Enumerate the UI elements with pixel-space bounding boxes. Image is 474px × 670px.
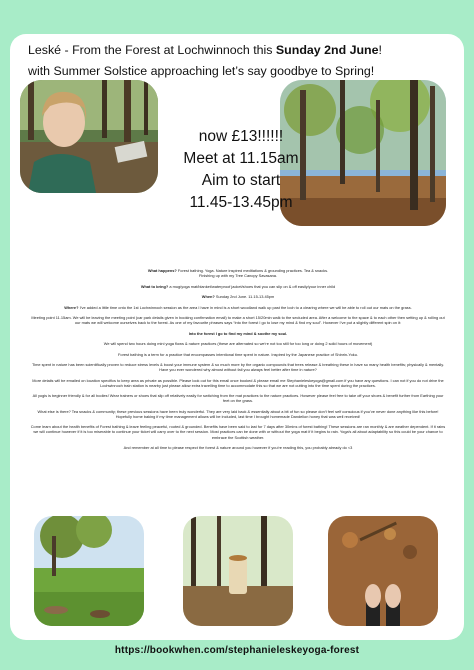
when-text: Sunday 2nd June. 11.15-13.45pm bbox=[215, 294, 275, 300]
quote-text: Into the forest I go to find my mind & soothe my soul. bbox=[188, 330, 288, 336]
all-yogis-paragraph: All yogis is beginner friendly & for all bodies! Wear trainers or shoes that slip off relatively easily for switching from the mat practices to the nature practices. However please feel free to take off your shoes & benefit further from Earthing your feet on the grass. bbox=[32, 393, 444, 404]
what-to-bring-paragraph bbox=[30, 284, 446, 289]
headline-date: Sunday 2nd June bbox=[275, 43, 379, 57]
what-to-bring-label: What to bring? bbox=[140, 283, 169, 289]
description-body bbox=[30, 268, 446, 456]
where-text: I’ve added a little time onto the 1st Lochwinnoch session as the area I have in mind is a short woodland walk up past the loch to a clearing where we will be able to roll out our mats on the grass. bbox=[79, 304, 412, 310]
remember-paragraph: And remember at all time to please respect the forest & nature around you however if you’re reading this, you probably already do <3 bbox=[123, 445, 353, 451]
price-text: now £13!!!!!! bbox=[198, 128, 284, 145]
tea-photo bbox=[183, 516, 293, 626]
instructor-photo bbox=[20, 80, 158, 193]
session-times: 11.45-13.45pm bbox=[189, 194, 293, 211]
more-details-paragraph: More details will be emailed on location specifics to keep area as private as possible. Please look out for this email once booked & please email me Stephanieleskeyoga@gmail.com if you have any questions. I can not if you do not drive the Lochwinnoch train station is nearby just please allow extra travelling time to accommodate this so that we are not cutting into the time spent during the practices. bbox=[32, 377, 444, 388]
where-label: Where? bbox=[64, 304, 79, 310]
feet-photo bbox=[328, 516, 438, 626]
what-to-bring-text: a mug/yoga mat/blanket/waterproof jacket/shoes that you can slip on & off easily/your inner child bbox=[169, 283, 336, 289]
headline-line-1-end: ! bbox=[378, 43, 382, 57]
aim-label: Aim to start bbox=[201, 172, 281, 189]
what-happens-finish: Finishing up with my Tree Canopy Savasana. bbox=[198, 273, 278, 279]
headline-line-1 bbox=[28, 40, 468, 61]
booking-link[interactable]: https://bookwhen.com/stephanieleskeyoga-forest bbox=[114, 645, 360, 656]
time-spent-paragraph: Time spent in nature has been scientifically proven to reduce stress levels & boost your immune system & so much more by the organic compounds that trees release & breathing these in have so many health benefits; physically & mentally. Have you ever wondered why almost without fail you always feel better after time in nature? bbox=[32, 362, 444, 373]
where-paragraph bbox=[30, 305, 446, 310]
quote-paragraph bbox=[30, 331, 446, 336]
headline-line-2: with Summer Solstice approaching let’s say goodbye to Spring! bbox=[28, 64, 375, 78]
what-happens-label: What happens? bbox=[147, 268, 177, 273]
what-else-paragraph: What else is there? Tea snacks & community; these previous sessions have been truly wonderful. They are very laid back & essentially about a bit of fun so please don’t feel self conscious if you’ve never done anything like this before! Hopefully home baking if my time management allows will be included, last time I brought homemade Dandelion honey that was well received! bbox=[37, 408, 439, 419]
two-hours-paragraph: We will spend two hours doing mini yoga flows & nature practices (these are alternated so we’re not too still for too long or doing 2 solid hours of movement) bbox=[103, 341, 373, 347]
forest-bathing-paragraph: Forest bathing is a term for a practice that encompasses intentional time spent in nature. Inspired by the Japanese practice of Shinrin-Yoku. bbox=[118, 351, 358, 357]
headline bbox=[28, 40, 468, 82]
meeting-point-paragraph: Meeting point 11.15am. We will be leaving the meeting point (car park details given in booking confirmation email) to make a short 15/20min walk to the secluded area. After a welcome to the space & to each other then setting up & rolling out our mats we will welcome ourselves back to the forest. As one of my favourite phrases says “into the forest I go to lose my mind & find my soul”. However I’ve put a slightly different spin on it: bbox=[31, 315, 445, 326]
headline-line-1-start: Leské - From the Forest at Lochwinnoch this bbox=[28, 43, 276, 57]
what-happens-paragraph bbox=[30, 268, 446, 278]
come-learn-paragraph: Come learn about the health benefits of Forest bathing & leave feeling peaceful, rooted & grounded. Benefits have been said to last for 7 days after 30mins of forest bathing! These sessions are ran monthly & are weather dependent. If it rains we will continue however if it is too miserable to continue your ticket will carry over to the next session. Most practices can be done with or without the yoga mat if it begins to rain. Yoga’s all about adaptability so this could be your chance to embrace the Scottish weather. bbox=[30, 424, 446, 440]
price-block bbox=[166, 126, 316, 214]
meadow-photo bbox=[34, 516, 144, 626]
when-label: When? bbox=[201, 294, 215, 300]
meet-time: Meet at 11.15am bbox=[183, 150, 299, 167]
what-happens-text: Forest bathing. Yoga. Nature inspired meditations & grounding practices. Tea & snacks. bbox=[177, 268, 329, 273]
when-paragraph bbox=[30, 294, 446, 299]
